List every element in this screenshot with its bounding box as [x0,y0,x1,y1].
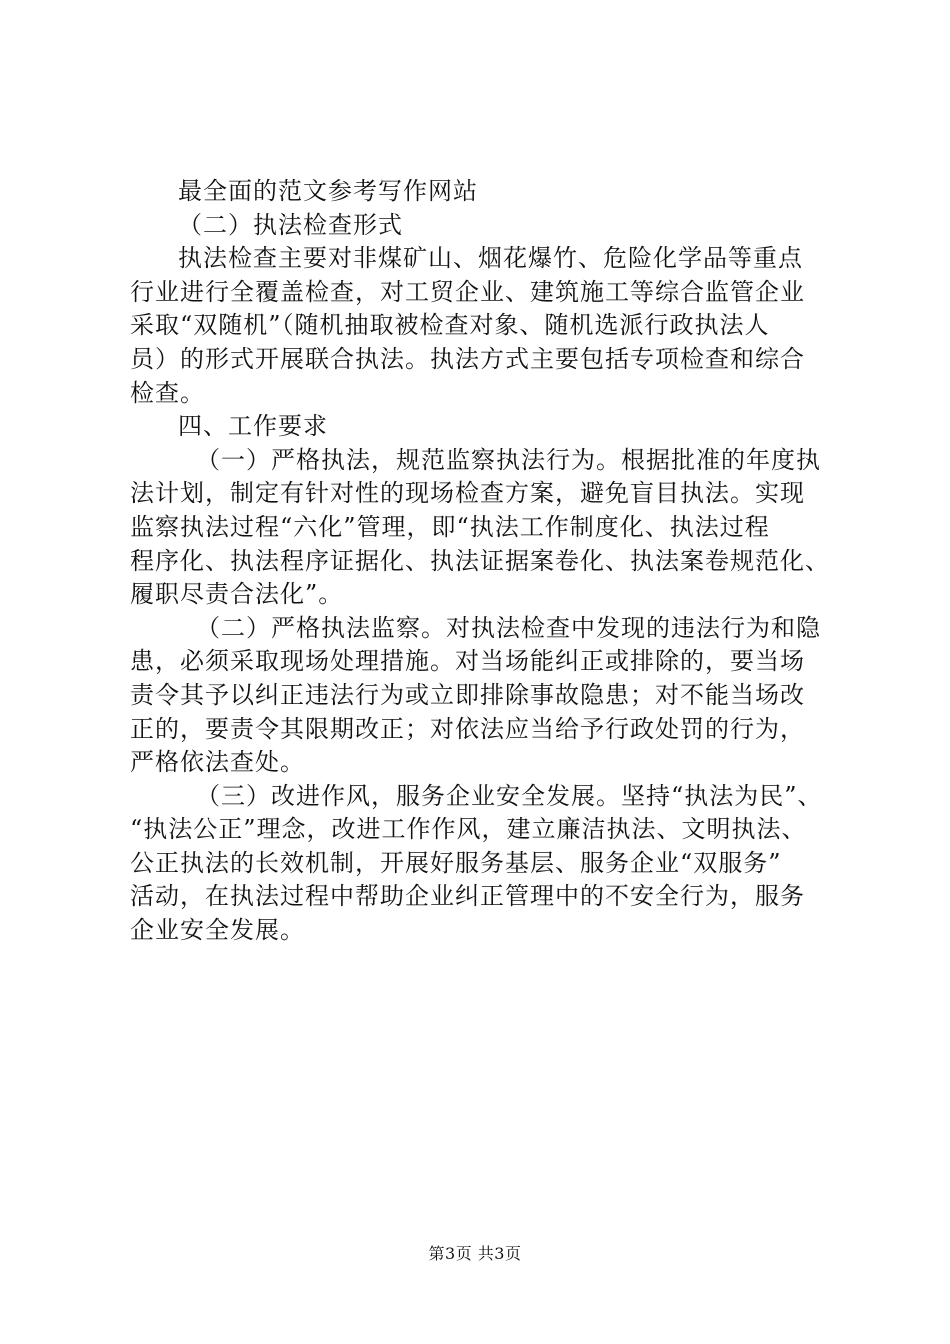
paragraph-line: 法计划，制定有针对性的现场检查方案，避免盲目执法。实现 [130,479,805,508]
paragraph-enforcement-supervision [130,612,850,780]
paragraph-line: “执法公正”理念，改进工作作风，建立廉洁执法、文明执法、 [130,815,807,844]
section-title-enforcement-form: （二）执法检查形式 [178,210,403,239]
paragraph-line: 执法检查主要对非煤矿山、烟花爆竹、危险化学品等重点 [178,244,803,273]
paragraph-line: 履职尽责合法化”。 [130,580,344,609]
paragraph-line: （三）改进作风，服务企业安全发展。坚持“执法为民”、 [196,781,823,810]
paragraph-line: 正的，要责令其限期改正；对依法应当给予行政处罚的行为， [130,714,805,743]
paragraph-line: 严格依法查处。 [130,748,305,777]
paragraph-line: 采取“双随机”（随机抽取被检查对象、随机选派行政执法人 [130,311,770,340]
paragraph-strict-enforcement [130,444,850,612]
paragraph-line: （一）严格执法，规范监察执法行为。根据批准的年度执 [196,445,821,474]
paragraph-line: 活动，在执法过程中帮助企业纠正管理中的不安全行为，服务 [130,882,805,911]
site-header-line: 最全面的范文参考写作网站 [178,177,478,205]
page-number-label: 第3页 共3页 [428,1244,522,1263]
paragraph-line: 患，必须采取现场处理措施。对当场能纠正或排除的，要当场 [130,647,805,676]
page-footer [0,1243,950,1265]
paragraph-line: 监察执法过程“六化”管理，即“执法工作制度化、执法过程 [130,512,770,541]
paragraph-line: 责令其予以纠正违法行为或立即排除事故隐患；对不能当场改 [130,680,805,709]
paragraph-improve-style [130,780,850,948]
paragraph-line: 检查。 [130,378,205,407]
paragraph-line: 行业进行全覆盖检查，对工贸企业、建筑施工等综合监管企业 [130,277,805,306]
paragraph-line: 企业安全发展。 [130,916,305,945]
paragraph-line: 程序化、执法程序证据化、执法证据案卷化、执法案卷规范化、 [130,546,830,575]
paragraph-line: 公正执法的长效机制，开展好服务基层、服务企业“双服务” [130,848,782,877]
section-title-work-requirements: 四、工作要求 [178,412,328,441]
paragraph-enforcement-form [130,242,850,410]
document-body [130,175,850,948]
paragraph-line: 员）的形式开展联合执法。执法方式主要包括专项检查和综合 [130,344,805,373]
paragraph-line: （二）严格执法监察。对执法检查中发现的违法行为和隐 [196,613,821,642]
